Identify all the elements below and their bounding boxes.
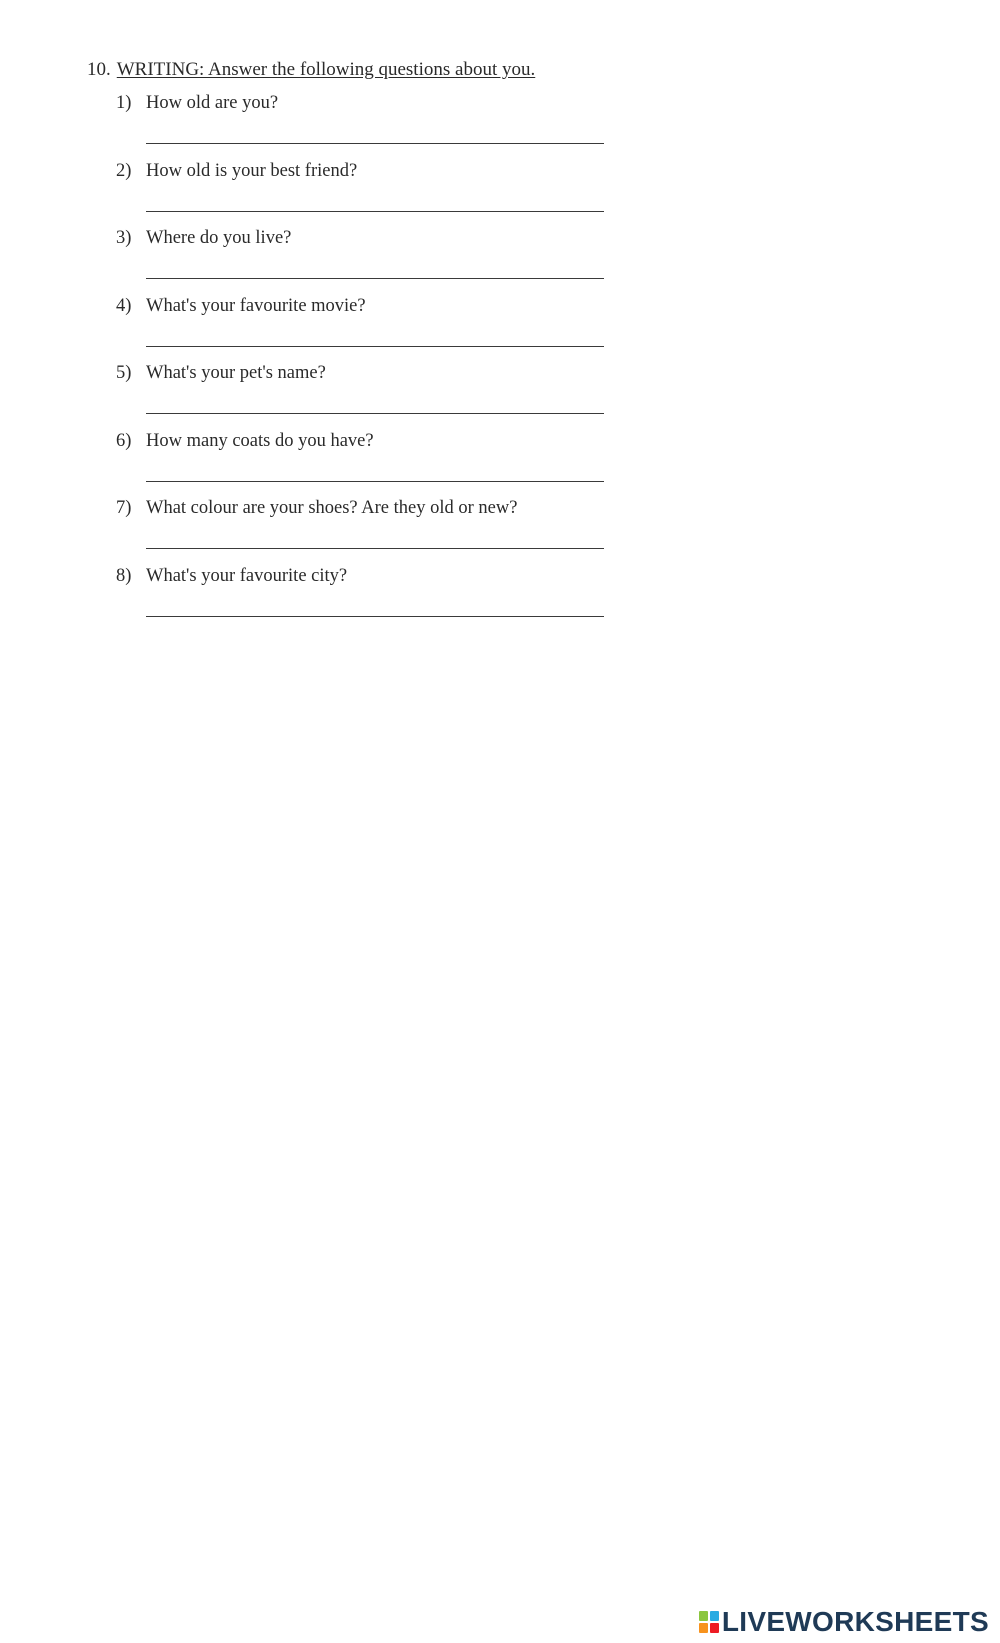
question-text: What's your favourite city? <box>146 565 348 586</box>
logo-grid-icon <box>699 1611 719 1633</box>
liveworksheets-logo <box>699 1607 989 1637</box>
question-number: 8) <box>116 565 132 586</box>
question-item <box>116 562 636 630</box>
logo-square-red <box>710 1623 719 1633</box>
answer-line[interactable] <box>146 616 604 617</box>
question-number: 3) <box>116 228 132 248</box>
question-text: How old is your best friend? <box>146 160 358 181</box>
logo-square-blue <box>710 1611 719 1621</box>
question-number: 4) <box>116 295 132 316</box>
answer-line[interactable] <box>146 413 604 414</box>
question-list <box>116 89 636 629</box>
answer-line[interactable] <box>146 278 604 279</box>
question-item <box>116 89 636 157</box>
question-number: 1) <box>116 93 132 113</box>
logo-square-green <box>699 1611 708 1621</box>
question-number: 7) <box>116 498 132 518</box>
question-text: What's your favourite movie? <box>146 295 366 316</box>
logo-text: LIVEWORKSHEETS <box>721 1606 989 1637</box>
exercise-heading <box>87 58 535 82</box>
question-text: What colour are your shoes? Are they old or new? <box>146 498 518 518</box>
logo-square-orange <box>699 1623 708 1633</box>
question-item <box>116 157 636 225</box>
answer-line[interactable] <box>146 481 604 482</box>
exercise-number: 10. <box>87 59 111 80</box>
question-text: Where do you live? <box>146 228 292 248</box>
answer-line[interactable] <box>146 143 604 144</box>
question-text: How many coats do you have? <box>146 430 374 451</box>
question-item <box>116 359 636 427</box>
question-number: 5) <box>116 363 132 383</box>
question-text: How old are you? <box>146 93 279 113</box>
question-item <box>116 224 636 292</box>
question-item <box>116 292 636 360</box>
answer-line[interactable] <box>146 548 604 549</box>
exercise-title: WRITING: Answer the following questions about you. <box>116 59 536 80</box>
question-number: 2) <box>116 160 132 181</box>
question-text: What's your pet's name? <box>146 363 326 383</box>
question-item <box>116 494 636 562</box>
question-item <box>116 427 636 495</box>
answer-line[interactable] <box>146 211 604 212</box>
answer-line[interactable] <box>146 346 604 347</box>
question-number: 6) <box>116 430 132 451</box>
